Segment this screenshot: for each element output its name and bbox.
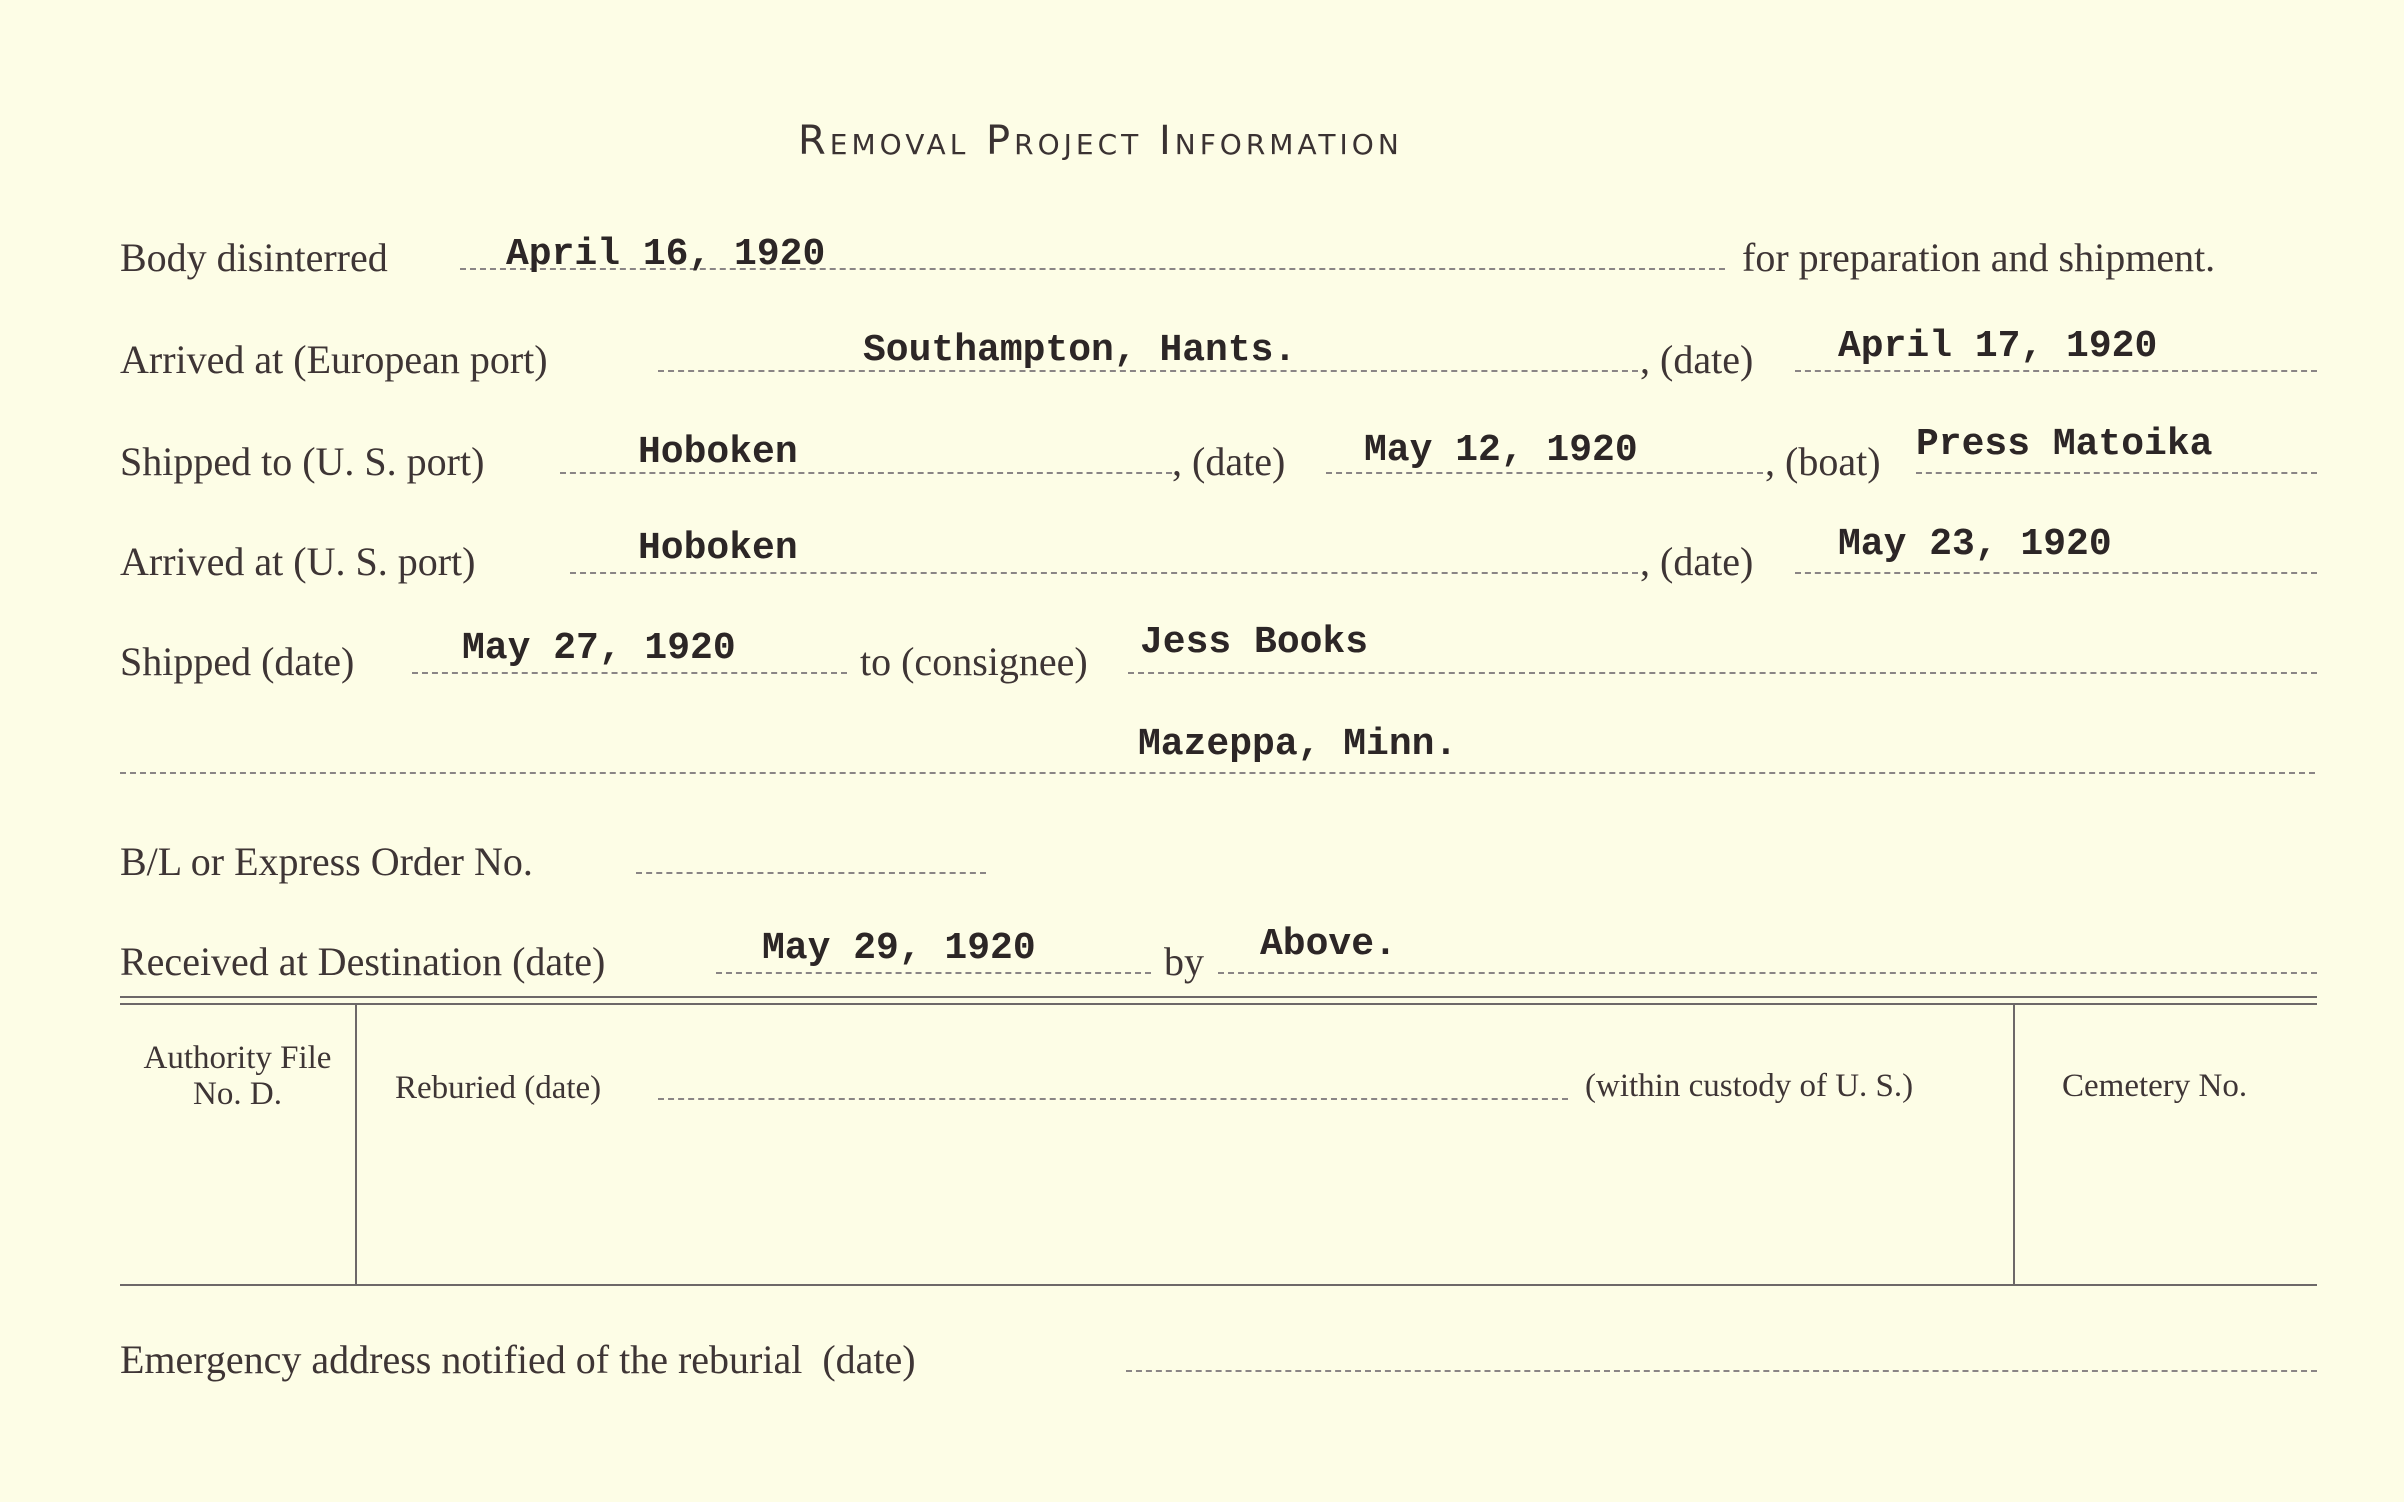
arrived-us-port: Hoboken: [638, 527, 798, 570]
body-disinterred-suffix: for preparation and shipment.: [1742, 235, 2216, 280]
shipped-us-date: May 12, 1920: [1364, 429, 1638, 472]
table-bottom-rule: [120, 1284, 2317, 1286]
shipped-us-boat-line: [1916, 472, 2317, 474]
shipped-date-line: [412, 672, 847, 674]
consignee-address: Mazeppa, Minn.: [1138, 723, 1458, 766]
received-by-line: [1218, 972, 2317, 974]
bl-order-label: B/L or Express Order No.: [120, 839, 533, 884]
received-by-label: by: [1164, 939, 1204, 984]
body-disinterred-label: Body disinterred: [120, 235, 388, 280]
page-title: Removal Project Information: [798, 118, 1403, 164]
arrived-european-label: Arrived at (European port): [120, 337, 548, 382]
body-disinterred-value: April 16, 1920: [506, 233, 826, 276]
consignee-label: to (consignee): [860, 639, 1088, 684]
arrived-us-date-label: , (date): [1640, 539, 1754, 584]
shipped-us-date-line: [1326, 472, 1763, 474]
received-label: Received at Destination (date): [120, 939, 606, 984]
shipped-us-boat: Press Matoika: [1916, 423, 2213, 466]
received-date-line: [716, 972, 1151, 974]
arrived-us-line: [570, 572, 1638, 574]
received-by: Above.: [1260, 923, 1397, 966]
authority-file-label: Authority File No. D.: [143, 1040, 332, 1113]
arrived-us-date: May 23, 1920: [1838, 523, 2112, 566]
shipped-us-boat-label: , (boat): [1765, 439, 1881, 484]
shipped-date-label: Shipped (date): [120, 639, 355, 684]
consignee-address-line: [120, 772, 2315, 774]
reburied-line: [658, 1098, 1568, 1100]
table-divider-right: [2013, 1005, 2015, 1285]
shipped-date-value: May 27, 1920: [462, 627, 736, 670]
emergency-line: [1126, 1370, 2317, 1372]
consignee-name: Jess Books: [1140, 621, 1369, 664]
consignee-line: [1128, 672, 2317, 674]
arrived-us-label: Arrived at (U. S. port): [120, 539, 476, 584]
emergency-label: Emergency address notified of the reburial (date): [120, 1337, 916, 1382]
bl-order-line: [636, 872, 986, 874]
reburied-label: Reburied (date): [395, 1070, 602, 1106]
arrived-us-date-line: [1795, 572, 2317, 574]
shipped-us-date-label: , (date): [1172, 439, 1286, 484]
table-top-rule: [120, 996, 2317, 998]
arrived-european-date: April 17, 1920: [1838, 325, 2158, 368]
cemetery-no-label: Cemetery No.: [2062, 1068, 2248, 1104]
arrived-european-date-label: , (date): [1640, 337, 1754, 382]
arrived-european-port: Southampton, Hants.: [863, 329, 1297, 372]
table-top-rule-inner: [120, 1003, 2317, 1005]
table-divider-left: [355, 1005, 357, 1285]
arrived-european-date-line: [1795, 370, 2317, 372]
shipped-us-label: Shipped to (U. S. port): [120, 439, 485, 484]
received-date: May 29, 1920: [762, 927, 1036, 970]
custody-label: (within custody of U. S.): [1585, 1068, 1914, 1104]
shipped-us-port: Hoboken: [638, 431, 798, 474]
